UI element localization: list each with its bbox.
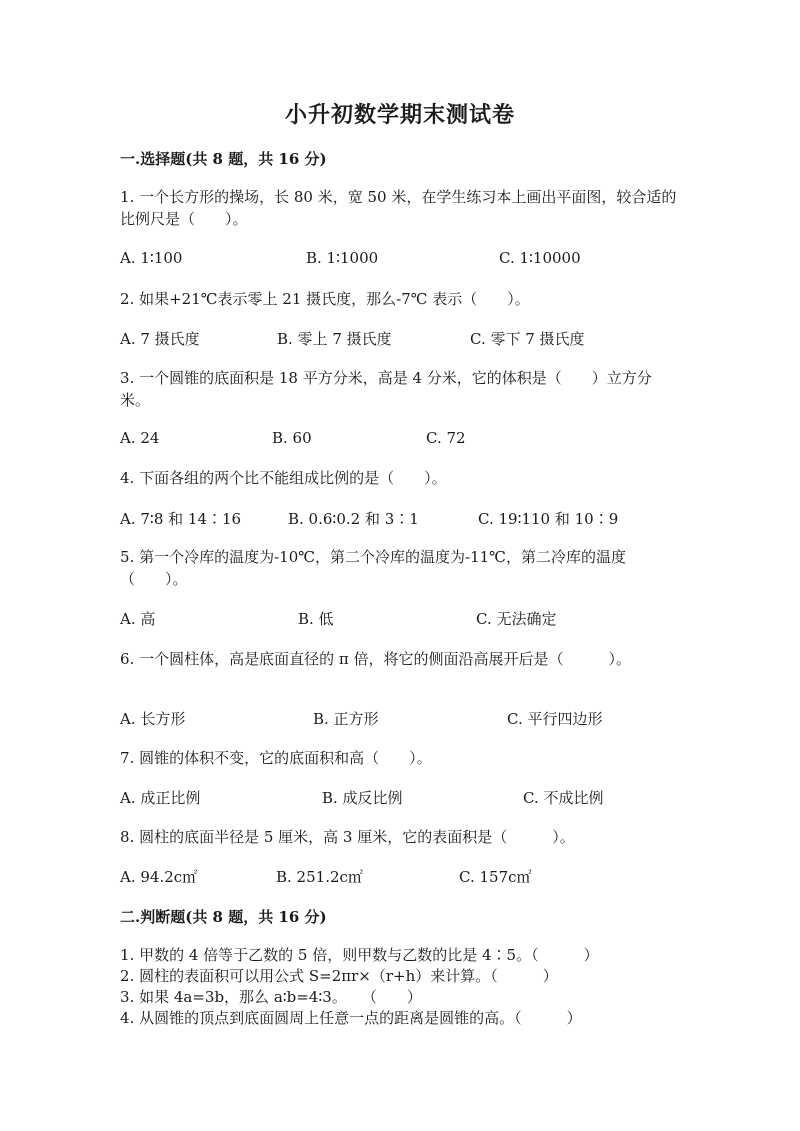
question-6-option-a: A. 长方形 — [120, 710, 186, 728]
question-3-option-b: B. 60 — [272, 429, 312, 447]
question-6-option-b: B. 正方形 — [313, 710, 379, 728]
question-8-option-b: B. 251.2c㎡ — [276, 868, 363, 886]
question-2-option-c: C. 零下 7 摄氏度 — [470, 330, 585, 348]
page-title: 小升初数学期末测试卷 — [284, 102, 515, 128]
question-1: 1. 一个长方形的操场，长 80 米，宽 50 米，在学生练习本上画出平面图，较合适的比例尺是（ ）。 — [120, 188, 677, 228]
question-5-option-b: B. 低 — [298, 610, 334, 628]
judgement-item-1: 1. 甲数的 4 倍等于乙数的 5 倍，则甲数与乙数的比是 4∶5。（ ） — [120, 946, 599, 964]
question-2-option-b: B. 零上 7 摄氏度 — [277, 330, 392, 348]
section-heading-choice: 一.选择题(共 8 题，共 16 分) — [120, 150, 327, 168]
question-7-option-b: B. 成反比例 — [322, 789, 403, 807]
question-2: 2. 如果+21℃表示零上 21 摄氏度，那么-7℃ 表示（ ）。 — [120, 290, 530, 308]
judgement-item-3: 3. 如果 4a=3b，那么 a∶b=4∶3。 （ ） — [120, 988, 422, 1006]
question-7-option-c: C. 不成比例 — [523, 789, 604, 807]
question-2-option-a: A. 7 摄氏度 — [120, 330, 200, 348]
question-4-option-c: C. 19∶110 和 10∶9 — [478, 510, 619, 528]
question-7-option-a: A. 成正比例 — [120, 789, 201, 807]
question-4: 4. 下面各组的两个比不能组成比例的是（ ）。 — [120, 469, 447, 487]
question-4-option-a: A. 7∶8 和 14∶16 — [120, 510, 242, 528]
question-5-option-a: A. 高 — [120, 610, 156, 628]
question-5: 5. 第一个冷库的温度为-10℃，第二个冷库的温度为-11℃，第二冷库的温度（ ）。 — [120, 548, 626, 588]
question-3: 3. 一个圆锥的底面积是 18 平方分米，高是 4 分米，它的体积是（ ）立方分米。 — [120, 369, 652, 409]
question-8: 8. 圆柱的底面半径是 5 厘米，高 3 厘米，它的表面积是（ ）。 — [120, 828, 575, 846]
question-8-option-c: C. 157c㎡ — [459, 868, 532, 886]
question-4-option-b: B. 0.6∶0.2 和 3∶1 — [288, 510, 419, 528]
question-3-option-a: A. 24 — [120, 429, 160, 447]
section-heading-judgement: 二.判断题(共 8 题，共 16 分) — [120, 908, 327, 926]
question-8-option-a: A. 94.2c㎡ — [120, 868, 198, 886]
question-6: 6. 一个圆柱体，高是底面直径的 π 倍，将它的侧面沿高展开后是（ ）。 — [120, 650, 631, 668]
question-3-option-c: C. 72 — [426, 429, 466, 447]
judgement-item-4: 4. 从圆锥的顶点到底面圆周上任意一点的距离是圆锥的高。（ ） — [120, 1009, 582, 1027]
question-1-option-c: C. 1∶10000 — [499, 249, 581, 267]
question-7: 7. 圆锥的体积不变，它的底面积和高（ ）。 — [120, 749, 432, 767]
question-1-option-b: B. 1∶1000 — [306, 249, 379, 267]
question-1-option-a: A. 1∶100 — [120, 249, 183, 267]
question-6-option-c: C. 平行四边形 — [507, 710, 603, 728]
judgement-item-2: 2. 圆柱的表面积可以用公式 S=2πr×（r+h）来计算。（ ） — [120, 967, 558, 985]
question-5-option-c: C. 无法确定 — [476, 610, 557, 628]
